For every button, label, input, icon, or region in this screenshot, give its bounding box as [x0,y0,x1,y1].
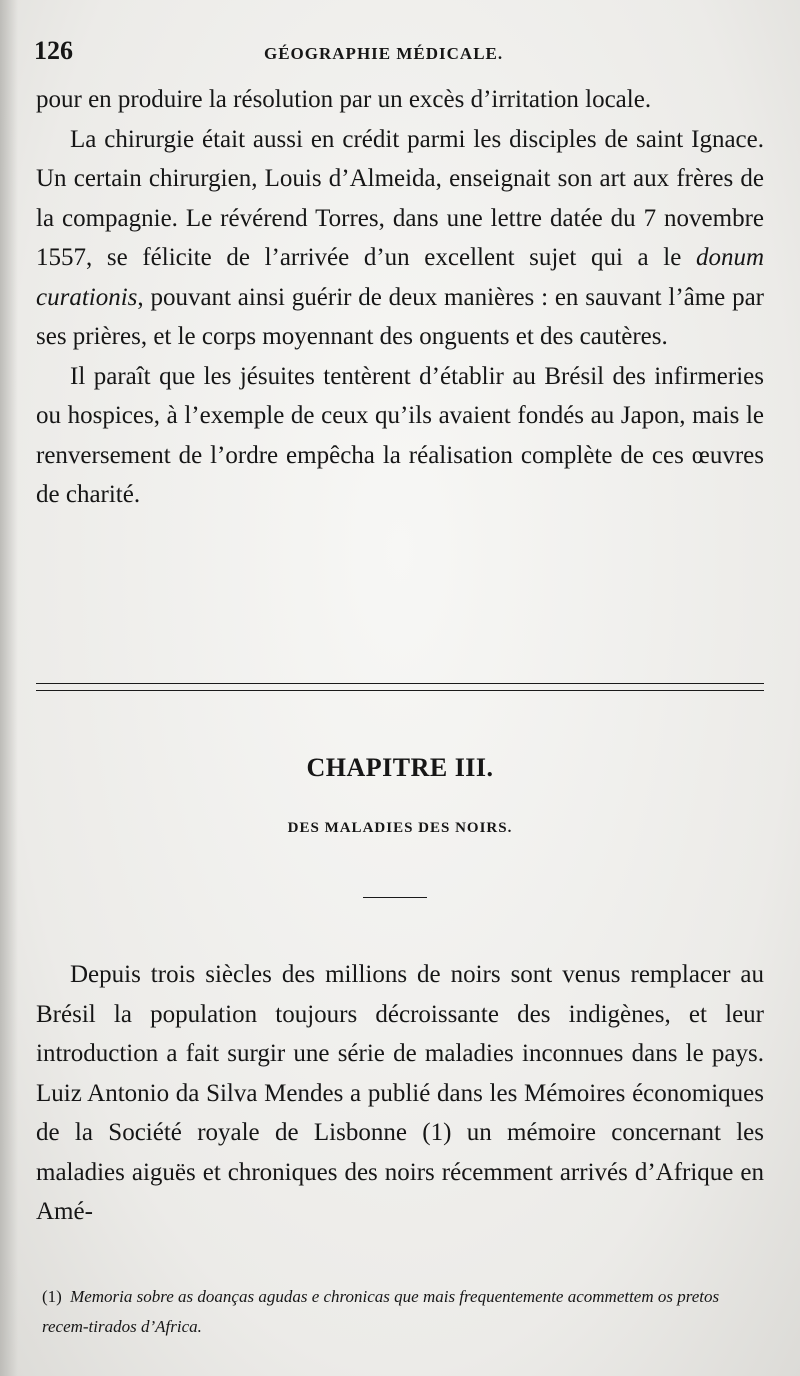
page-number: 126 [34,36,73,65]
paragraph-chirurgie-text-b: , pouvant ainsi guérir de deux manières : en sauvant l’âme par ses prières, et le corps moyennant des onguents et des cautères. [36,283,764,350]
page-header [34,36,764,76]
footnote-text: Memoria sobre as doanças agudas e chronicas que mais frequentemente acommettem os pretos recem-tirados d’Africa. [42,1287,720,1336]
chapter-short-rule [363,897,427,898]
section-2-text [36,955,764,1232]
paragraph-maladies-noirs: Depuis trois siècles des millions de noirs sont venus remplacer au Brésil la population toujours décroissante des indigènes, et leur introduction a fait surgir une série de maladies inconnues dans le pays. Luiz Antonio da Silva Mendes a publié dans les Mémoires économiques de la Société royale de Lisbonne (1) un mémoire concernant les maladies aiguës et chroniques des noirs récemment arrivés d’Afrique en Amé- [36,961,764,1225]
paragraph-chirurgie [36,120,764,357]
paragraph-chirurgie-text-a: La chirurgie était aussi en crédit parmi les disciples de saint Ignace. Un certain chirurgien, Louis d’Almeida, enseignait son art aux frères de la compagnie. Le révérend Torres, dans une lettre datée du 7 novembre 1557, se félicite de l’arrivée d’un excellent sujet qui a le [36,125,764,271]
paragraph-continuation: pour en produire la résolution par un excès d’irritation locale. [36,86,652,113]
chapter-title: CHAPITRE III. [306,753,494,782]
chapter-subtitle: DES MALADIES DES NOIRS. [287,820,513,836]
section-1-text [36,80,764,515]
footnote [42,1282,764,1342]
paragraph-hospices: Il paraît que les jésuites tentèrent d’établir au Brésil des infirmeries ou hospices, à l’exemple de ceux qu’ils avaient fondés au Japon, mais le renversement de l’ordre empêcha la réalisation complète de ces œuvres de charité. [36,362,764,508]
section-divider-rule [36,683,764,691]
binding-shadow [0,0,18,1376]
footnote-marker: (1) [42,1287,62,1306]
running-head: GÉOGRAPHIE MÉDICALE. [264,44,504,63]
latin-phrase: donum curationis [36,244,764,311]
